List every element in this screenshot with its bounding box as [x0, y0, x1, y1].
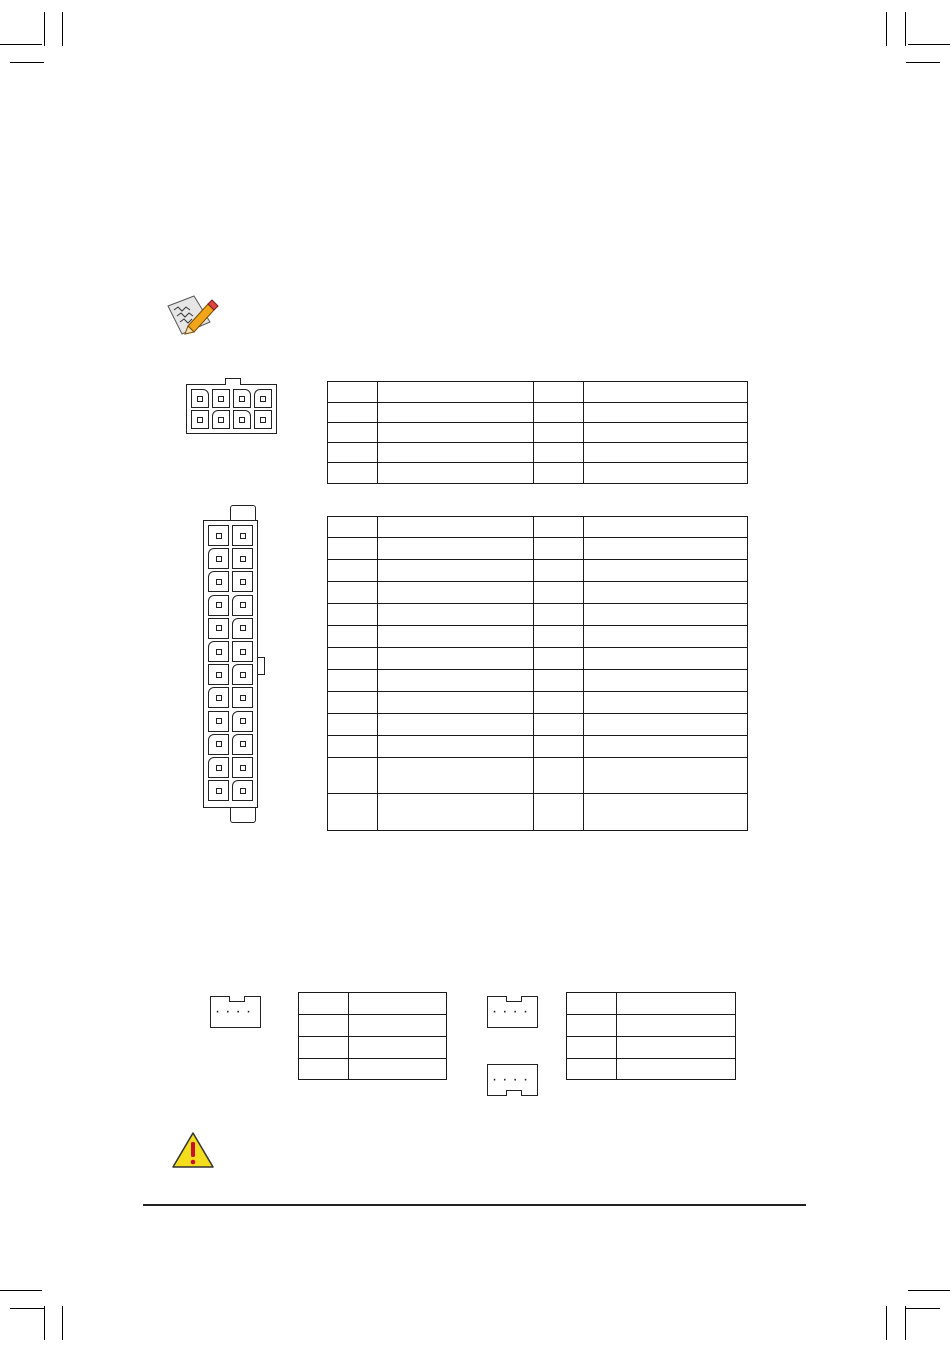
pin-cell: [254, 410, 272, 429]
table-row: [328, 670, 748, 692]
table-row: [328, 582, 748, 604]
table-row: [328, 714, 748, 736]
pin-cell: [232, 711, 253, 732]
table-row: [328, 736, 748, 758]
pin-cell: [232, 780, 253, 801]
table-row: [299, 993, 447, 1015]
pin-cell: [208, 595, 229, 616]
pin-cell: [208, 687, 229, 708]
pin-cell: [232, 757, 253, 778]
pin-cell: [232, 664, 253, 685]
table-row: [299, 1015, 447, 1037]
table-row: [299, 1059, 447, 1080]
atx-8pin-table: [327, 381, 748, 484]
pin-cell: [232, 734, 253, 755]
table-row: [328, 692, 748, 714]
pin-cell: [208, 525, 229, 546]
table-row: [567, 1059, 736, 1080]
fan-left-table: [298, 992, 447, 1080]
table-row: [328, 794, 748, 831]
note-pencil-icon: [164, 292, 220, 338]
footer-rule: [143, 1204, 806, 1206]
table-row: [328, 538, 748, 560]
table-row: [328, 443, 748, 463]
atx-24pin-connector: [203, 520, 258, 808]
table-row: [567, 993, 736, 1015]
table-row: [328, 626, 748, 648]
fan-right-table: [566, 992, 736, 1080]
pin-cell: [232, 595, 253, 616]
pin-cell: [233, 389, 251, 408]
pin-cell: [208, 548, 229, 569]
pin-cell: [232, 548, 253, 569]
table-row: [328, 604, 748, 626]
table-row: [567, 1037, 736, 1059]
pin-cell: [232, 571, 253, 592]
table-row: [328, 382, 748, 403]
table-row: [328, 463, 748, 484]
pin-cell: [208, 780, 229, 801]
pin-cell: [208, 618, 229, 639]
table-row: [328, 560, 748, 582]
fan-header-left: ····: [210, 996, 261, 1028]
pin-cell: [232, 618, 253, 639]
atx-24pin-table: [327, 516, 748, 831]
pin-cell: [212, 389, 230, 408]
table-row: [328, 648, 748, 670]
pin-cell: [191, 410, 209, 429]
pin-cell: [208, 734, 229, 755]
table-row: [328, 758, 748, 794]
pin-cell: [232, 687, 253, 708]
table-row: [328, 517, 748, 538]
fan-header-right-top: ····: [487, 996, 538, 1028]
atx-8pin-connector: [186, 384, 277, 434]
pin-cell: [232, 525, 253, 546]
table-row: [567, 1015, 736, 1037]
table-row: [328, 403, 748, 423]
pin-cell: [233, 410, 251, 429]
pin-cell: [254, 389, 272, 408]
pin-cell: [208, 711, 229, 732]
fan-header-right-bottom: ····: [487, 1064, 538, 1096]
pin-cell: [208, 757, 229, 778]
table-row: [299, 1037, 447, 1059]
pin-cell: [208, 664, 229, 685]
pin-cell: [208, 571, 229, 592]
pin-cell: [191, 389, 209, 408]
pin-cell: [232, 641, 253, 662]
pin-cell: [208, 641, 229, 662]
pin-cell: [212, 410, 230, 429]
warning-triangle-icon: [171, 1131, 215, 1169]
table-row: [328, 423, 748, 443]
